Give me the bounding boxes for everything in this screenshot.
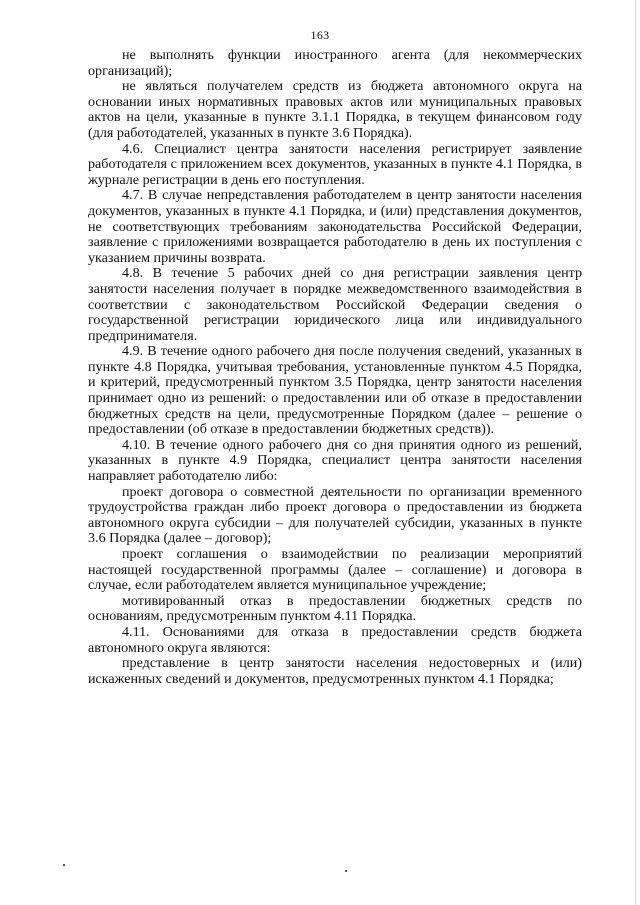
page-edge-line <box>635 0 636 905</box>
paragraph-false-information: представление в центр занятости населения недостоверных и (или) искаженных сведений и документов, предусмотренных пунктом 4.1 Порядка; <box>88 655 582 687</box>
paragraph-draft-agreement: проект соглашения о взаимодействии по реализации мероприятий настоящей государственной программы (далее – соглашение) и договора в случае, если работодателем является муниципальное учреждение; <box>88 546 582 594</box>
page-number: 163 <box>310 28 330 42</box>
paragraph-foreign-agent: не выполнять функции иностранного агента (для некоммерческих организаций); <box>88 47 582 79</box>
paragraph-4-11: 4.11. Основаниями для отказа в предоставлении средств бюджета автономного округа являются: <box>88 623 582 656</box>
paragraph-4-6: 4.6. Специалист центра занятости населения регистрирует заявление работодателя с приложением всех документов, указанных в пункте 4.1 Порядка, в журнале регистрации в день его поступления. <box>88 140 582 188</box>
scan-speck <box>345 870 347 872</box>
paragraph-4-9: 4.9. В течение одного рабочего дня после получения сведений, указанных в пункте 4.8 Порядка, учитывая требования, установленные пунктом 4.5 Порядка, и критерий, предусмотренный пунктом 3.5 Порядка, центр занятости населения принимает одно из решений: о предоставлении или об отказе в предоставлении бюджетных средств на цели, предусмотренные Порядком (далее – решение о предоставлении (об отказе в предоставлении бюджетных средств)). <box>88 343 582 438</box>
document-body <box>88 48 582 687</box>
paragraph-draft-contract: проект договора о совместной деятельности по организации временного трудоустройства граждан либо проект договора о предоставлении из бюджета автономного округа субсидии – для получателей субсидии, указанных в пункте 3.6 Порядка (далее – договор); <box>88 483 582 547</box>
paragraph-4-7: 4.7. В случае непредставления работодателем в центр занятости населения документов, указанных в пункте 4.1 Порядка, и (или) представления документов, не соответствующих требованиям законодательства Российской Федерации, заявление с приложениями возвращается работодателю в день их поступления с указанием причины возврата. <box>88 187 582 266</box>
paragraph-4-8: 4.8. В течение 5 рабочих дней со дня регистрации заявления центр занятости населения получает в порядке межведомственного взаимодействия в соответствии с законодательством Российской Федерации сведения о государственной регистрации юридического лица или индивидуального предпринимателя. <box>88 265 582 344</box>
paragraph-reasoned-refusal: мотивированный отказ в предоставлении бюджетных средств по основаниям, предусмотренным пунктом 4.11 Порядка. <box>88 592 582 625</box>
paragraph-not-recipient: не являться получателем средств из бюджета автономного округа на основании иных нормативных правовых актов или муниципальных правовых актов на цели, указанные в пункте 3.1.1 Порядка, в текущем финансовом году (для работодателей, указанных в пункте 3.6 Порядка). <box>88 78 582 141</box>
paragraph-4-10: 4.10. В течение одного рабочего дня со дня принятия одного из решений, указанных в пункте 4.9 Порядка, специалист центра занятости населения направляет работодателю либо: <box>88 436 582 485</box>
scan-speck <box>63 864 65 866</box>
